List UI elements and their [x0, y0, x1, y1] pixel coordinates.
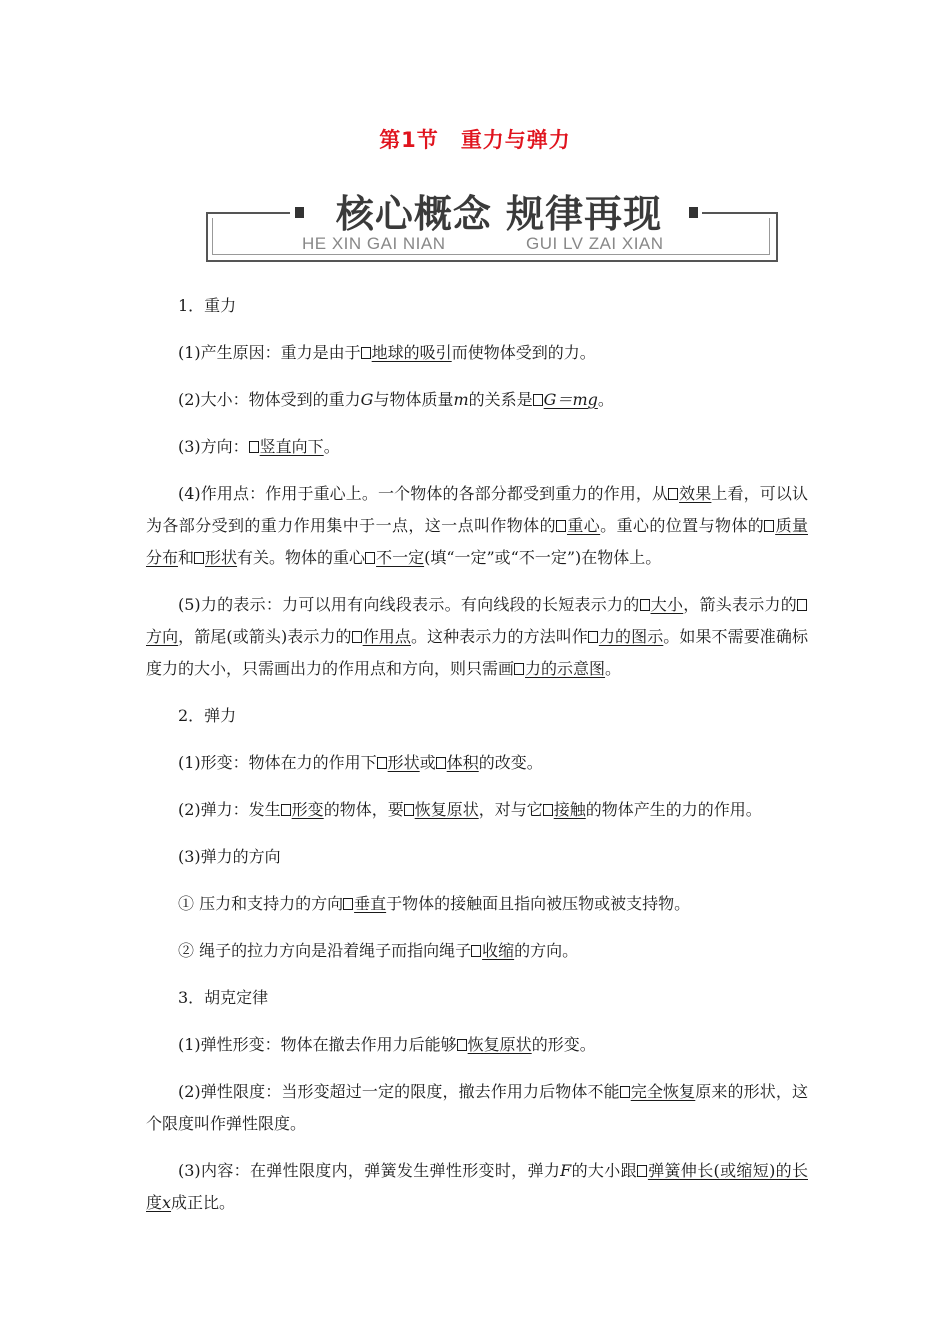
answer-box-icon	[543, 804, 553, 816]
answer-box-icon	[556, 520, 566, 532]
answer-blank: 弹簧伸长(或缩短)的长度	[146, 1161, 808, 1212]
answer-blank: 效果	[679, 484, 712, 503]
answer-blank: 重心	[566, 516, 601, 535]
answer-box-icon	[514, 663, 524, 675]
force-representation: (5)力的表示：力可以用有向线段表示。有向线段的长短表示力的 大小，箭头表示力的方向，箭尾(或箭头)表示力的 作用点。这种表示力的方法叫作 力的图示。如果不需要准确标度力的大小，只需画出力的作用点和方向，则只需画 力的示意图。	[146, 595, 808, 678]
banner-pinyin-right: GUI LV ZAI XIAN	[526, 234, 664, 253]
deformation: (1)形变：物体在力的作用下 形状或 体积的改变。	[178, 753, 543, 772]
answer-blank-variable: x	[162, 1193, 172, 1212]
answer-blank: 质量分布	[146, 516, 808, 567]
answer-box-icon	[457, 1039, 467, 1051]
answer-box-icon	[249, 441, 259, 453]
elastic-force-definition: (2)弹力：发生 形变的物体，要 恢复原状，对与它 接触的物体产生的力的作用。	[178, 800, 762, 819]
answer-blank: 方向	[146, 627, 179, 646]
answer-box-icon	[365, 552, 375, 564]
answer-box-icon	[404, 804, 414, 816]
gravity-cause: (1)产生原因：重力是由于 地球的吸引而使物体受到的力。	[178, 343, 596, 362]
answer-box-icon	[343, 898, 353, 910]
answer-box-icon	[361, 347, 371, 359]
section-number: 第1节	[379, 128, 439, 152]
answer-blank: 体积	[446, 753, 479, 772]
answer-blank: 垂直	[354, 894, 387, 913]
answer-box-icon	[377, 757, 387, 769]
answer-blank: 接触	[553, 800, 586, 819]
answer-box-icon	[797, 599, 807, 611]
answer-blank: 完全恢复	[630, 1082, 696, 1101]
answer-box-icon	[668, 488, 678, 500]
answer-box-icon	[194, 552, 204, 564]
answer-blank: 力的示意图	[525, 659, 606, 678]
content	[146, 290, 808, 1234]
answer-blank: 力的图示	[598, 627, 664, 646]
gravity-direction: (3)方向： 竖直向下。	[178, 437, 340, 456]
answer-blank: 作用点	[362, 627, 411, 646]
answer-box-icon	[281, 804, 291, 816]
heading-hookes-law: 3．胡克定律	[178, 988, 269, 1007]
answer-blank: 形状	[205, 548, 238, 567]
answer-blank: 收缩	[482, 941, 515, 960]
answer-blank: 竖直向下	[259, 437, 324, 456]
answer-blank: 不一定	[376, 548, 425, 567]
answer-blank: G＝mg	[543, 390, 598, 409]
hookes-law-content: (3)内容：在弹性限度内，弹簧发生弹性形变时，弹力F的大小跟 弹簧伸长(或缩短)的长度x成正比。	[146, 1161, 808, 1212]
elastic-deformation: (1)弹性形变：物体在撤去作用力后能够 恢复原状的形变。	[178, 1035, 596, 1054]
answer-box-icon	[620, 1086, 630, 1098]
square-bullet-icon	[689, 207, 698, 218]
answer-blank: 恢复原状	[467, 1035, 532, 1054]
answer-box-icon	[637, 1165, 647, 1177]
banner-heading: 核心概念 规律再现	[335, 192, 663, 236]
gravity-magnitude: (2)大小：物体受到的重力G与物体质量m的关系是 G＝mg。	[178, 390, 614, 409]
elastic-limit: (2)弹性限度：当形变超过一定的限度，撤去作用力后物体不能 完全恢复原来的形状，这个限度叫作弹性限度。	[146, 1082, 808, 1133]
answer-box-icon	[352, 631, 362, 643]
answer-blank: 形状	[387, 753, 420, 772]
gravity-point: (4)作用点：作用于重心上。一个物体的各部分都受到重力的作用，从 效果上看，可以认为各部分受到的重力作用集中于一点，这一点叫作物体的 重心。重心的位置与物体的 质量分布和 形状有关。物体的重心 不一定(填“一定”或“不一定”)在物体上。	[146, 484, 808, 567]
answer-box-icon	[588, 631, 598, 643]
answer-box-icon	[640, 599, 650, 611]
tension-direction: ② 绳子的拉力方向是沿着绳子而指向绳子 收缩的方向。	[178, 941, 579, 960]
answer-box-icon	[471, 945, 481, 957]
section-name: 重力与弹力	[460, 128, 571, 152]
answer-blank: 地球的吸引	[371, 343, 452, 362]
heading-gravity: 1．重力	[178, 296, 237, 315]
page-title	[0, 124, 950, 154]
answer-box-icon	[436, 757, 446, 769]
heading-elastic-force: 2．弹力	[178, 706, 237, 725]
square-bullet-icon	[295, 207, 304, 218]
answer-blank: 恢复原状	[414, 800, 479, 819]
answer-box-icon	[533, 394, 543, 406]
answer-blank: 形变	[291, 800, 324, 819]
answer-box-icon	[764, 520, 774, 532]
banner-pinyin-left: HE XIN GAI NIAN	[302, 234, 446, 253]
answer-blank: 大小	[650, 595, 684, 614]
elastic-force-direction: (3)弹力的方向	[178, 847, 281, 866]
section-banner	[206, 180, 776, 262]
pressure-direction: ① 压力和支持力的方向 垂直于物体的接触面且指向被压物或被支持物。	[178, 894, 691, 913]
